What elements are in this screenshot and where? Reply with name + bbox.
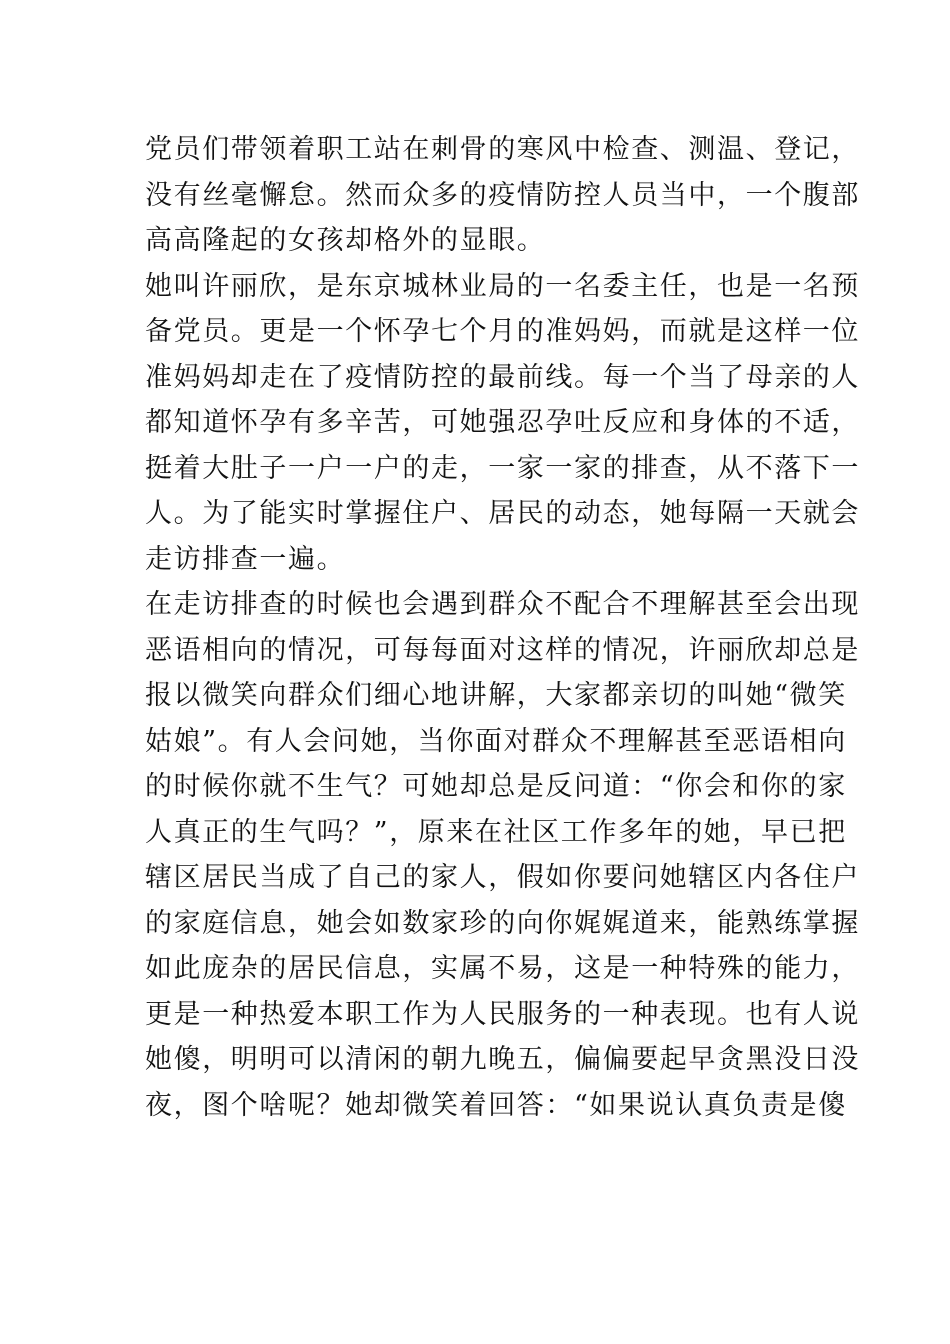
- paragraph-3: [145, 582, 860, 1128]
- text-line: 的家庭信息，她会如数家珍的向你娓娓道来，能熟练掌握: [145, 907, 860, 939]
- text-line: 都知道怀孕有多辛苦，可她强忍孕吐反应和身体的不适，: [145, 407, 860, 438]
- paragraph-1: [145, 127, 860, 264]
- text-line: 走访排查一遍。: [145, 543, 346, 575]
- text-line: 备党员。更是一个怀孕七个月的准妈妈，而就是这样一位: [145, 316, 860, 347]
- text-line: 党员们带领着职工站在刺骨的寒风中检查、测温、登记，: [145, 134, 860, 165]
- text-line: 报以微笑向群众们细心地讲解，大家都亲切的叫她“微笑: [145, 680, 847, 711]
- text-line: 辖区居民当成了自己的家人，假如你要问她辖区内各住户: [145, 862, 860, 893]
- text-line: 在走访排查的时候也会遇到群众不配合不理解甚至会出现: [145, 589, 860, 620]
- text-line: 夜，图个啥呢？她却微笑着回答：“如果说认真负责是傻: [145, 1089, 847, 1121]
- text-line: 更是一种热爱本职工作为人民服务的一种表现。也有人说: [145, 998, 860, 1030]
- text-line: 如此庞杂的居民信息，实属不易，这是一种特殊的能力，: [145, 953, 860, 984]
- text-line: 她傻，明明可以清闲的朝九晚五，偏偏要起早贪黑没日没: [145, 1044, 860, 1075]
- text-line: 恶语相向的情况，可每每面对这样的情况，许丽欣却总是: [145, 634, 860, 666]
- paragraph-2: [145, 264, 860, 583]
- text-line: 没有丝毫懈怠。然而众多的疫情防控人员当中，一个腹部: [145, 179, 860, 211]
- text-line: 挺着大肚子一户一户的走，一家一家的排查，从不落下一: [145, 452, 860, 484]
- body-text: [145, 127, 860, 1128]
- text-line: 的时候你就不生气？可她却总是反问道：“你会和你的家: [145, 771, 847, 802]
- text-line: 姑娘”。有人会问她，当你面对群众不理解甚至恶语相向: [145, 725, 847, 757]
- text-line: 人真正的生气吗？”，原来在社区工作多年的她，早已把: [145, 816, 847, 848]
- text-line: 人。为了能实时掌握住户、居民的动态，她每隔一天就会: [145, 498, 860, 529]
- text-line: 她叫许丽欣，是东京城林业局的一名委主任，也是一名预: [145, 270, 860, 302]
- text-line: 高高隆起的女孩却格外的显眼。: [145, 225, 546, 256]
- text-line: 准妈妈却走在了疫情防控的最前线。每一个当了母亲的人: [145, 361, 860, 393]
